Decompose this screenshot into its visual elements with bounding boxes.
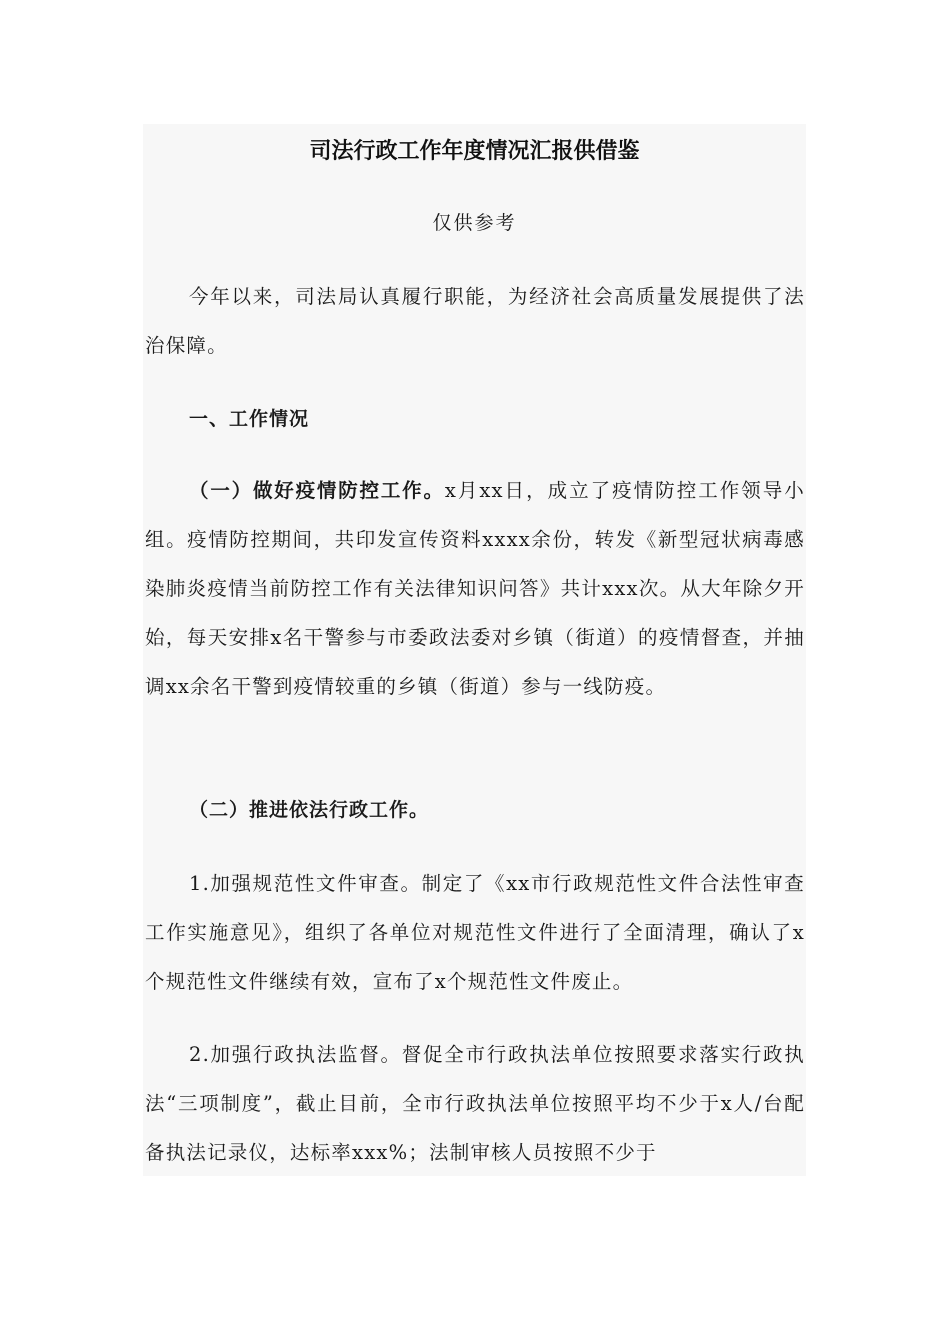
subsection-heading-law-administration: （二）推进依法行政工作。	[189, 799, 430, 821]
document-page	[143, 124, 806, 1176]
document-title: 司法行政工作年度情况汇报供借鉴	[309, 139, 640, 164]
paragraph-lead-epidemic-prevention: （一）做好疫情防控工作。	[189, 479, 445, 502]
intro-paragraph: 今年以来，司法局认真履行职能，为经济社会高质量发展提供了法治保障。	[145, 285, 805, 357]
document-subtitle: 仅供参考	[432, 212, 517, 234]
paragraph-body-epidemic-prevention: x月xx日，成立了疫情防控工作领导小组。疫情防控期间，共印发宣传资料xxxx余份，转发《新型冠状病毒感染肺炎疫情当前防控工作有关法律知识问答》共计xxx次。从大年除夕开始，每天安排x名干警参与市委政法委对乡镇（街道）的疫情督查，并抽调xx余名干警到疫情较重的乡镇（街道）参与一线防疫。	[145, 479, 805, 698]
section-heading-work-status: 一、工作情况	[189, 408, 310, 430]
paragraph-epidemic-prevention	[145, 466, 805, 711]
paragraph-normative-document-review: 1.加强规范性文件审查。制定了《xx市行政规范性文件合法性审查工作实施意见》，组织了各单位对规范性文件进行了全面清理，确认了x个规范性文件继续有效，宣布了x个规范性文件废止。	[145, 872, 805, 993]
paragraph-enforcement-supervision: 2.加强行政执法监督。督促全市行政执法单位按照要求落实行政执法“三项制度”，截止目前，全市行政执法单位按照平均不少于x人/台配备执法记录仪，达标率xxx%；法制审核人员按照不少于	[145, 1043, 805, 1164]
